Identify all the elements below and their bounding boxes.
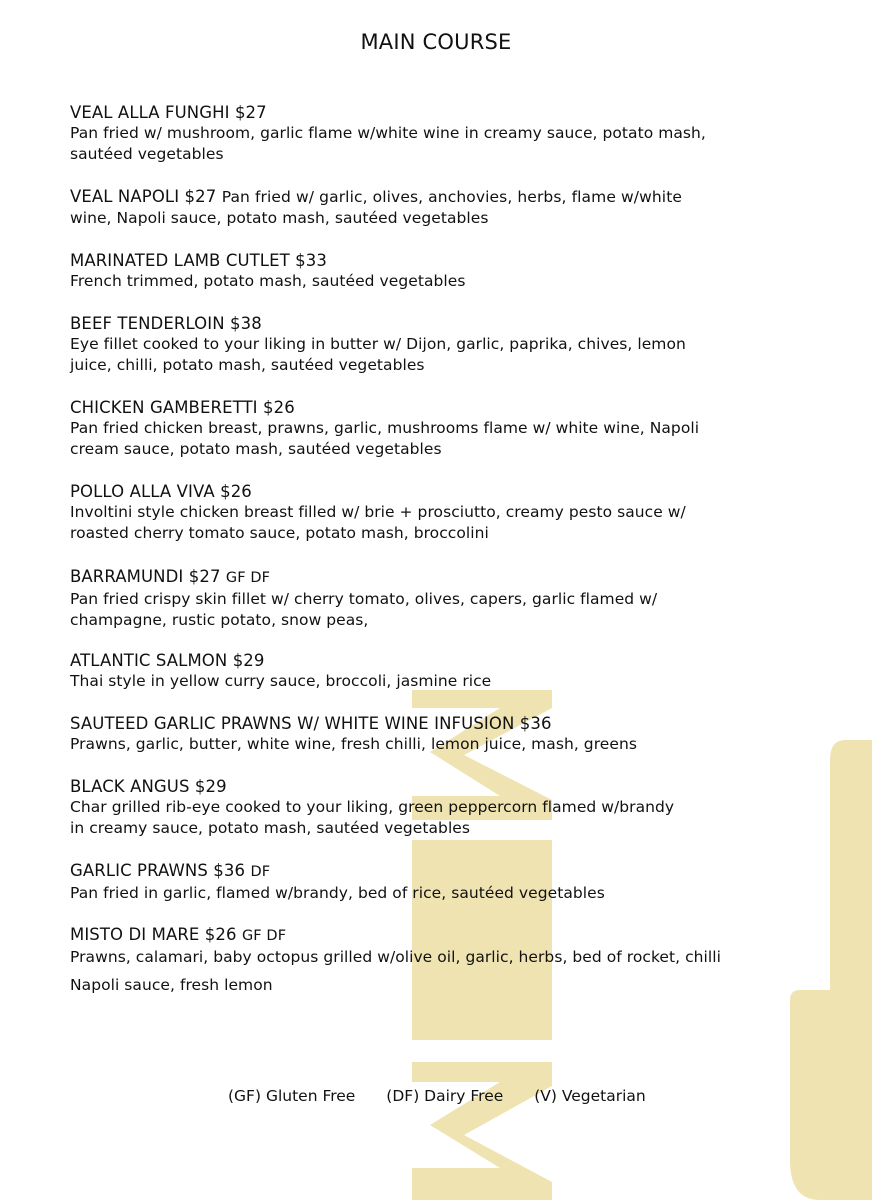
page-title: MAIN COURSE	[360, 30, 512, 54]
menu-item-description: Char grilled rib-eye cooked to your liking, green peppercorn flamed w/brandy	[70, 798, 675, 816]
menu-item-heading	[70, 250, 790, 271]
menu-item-price: $27	[184, 187, 217, 206]
menu-item-heading	[70, 397, 790, 418]
menu-item	[70, 481, 790, 544]
menu-item-price: $27	[234, 103, 267, 122]
menu-item-name: BEEF TENDERLOIN	[70, 314, 225, 333]
menu-item-description: Eye fillet cooked to your liking in butter w/ Dijon, garlic, paprika, chives, lemon	[70, 335, 686, 353]
menu-item	[70, 250, 790, 292]
menu-item-name: BLACK ANGUS	[70, 777, 190, 796]
menu-item-heading	[70, 186, 790, 208]
menu-item-description: Prawns, calamari, baby octopus grilled w/olive oil, garlic, herbs, bed of rocket, chilli	[70, 948, 721, 966]
menu-item	[70, 713, 790, 755]
menu-item-description: in creamy sauce, potato mash, sautéed vegetables	[70, 819, 471, 837]
menu-item-name: ATLANTIC SALMON	[70, 651, 228, 670]
legend-dairy-free: (DF) Dairy Free	[386, 1087, 504, 1105]
menu-item-price: $33	[295, 251, 327, 270]
menu-item-description-inline: Pan fried w/ garlic, olives, anchovies, herbs, flame w/white	[221, 188, 683, 206]
menu-item-description: roasted cherry tomato sauce, potato mash, broccolini	[70, 524, 489, 542]
menu-item-description: Pan fried in garlic, flamed w/brandy, bed of rice, sautéed vegetables	[70, 884, 605, 902]
menu-item-price: $26	[263, 398, 295, 417]
menu-item-description: French trimmed, potato mash, sautéed vegetables	[70, 272, 466, 290]
menu-item-heading	[70, 924, 790, 947]
menu-item-description: cream sauce, potato mash, sautéed vegetables	[70, 440, 442, 458]
legend-vegetarian: (V) Vegetarian	[534, 1087, 646, 1105]
menu-item-description: Involtini style chicken breast filled w/ brie + prosciutto, creamy pesto sauce w/	[70, 503, 686, 521]
menu-item-heading	[70, 860, 790, 883]
menu-item-description: Pan fried chicken breast, prawns, garlic, mushrooms flame w/ white wine, Napoli	[70, 419, 700, 437]
menu-item	[70, 313, 790, 376]
menu-item-heading	[70, 481, 790, 502]
menu-item-name: BARRAMUNDI	[70, 567, 184, 586]
menu-item	[70, 924, 790, 996]
menu-item-price: $29	[232, 651, 265, 670]
menu-item-price: $26	[220, 482, 252, 501]
menu-item-name: SAUTEED GARLIC PRAWNS W/ WHITE WINE INFUSION	[70, 714, 515, 733]
menu-item-heading	[70, 566, 790, 589]
menu-item-description: Pan fried w/ mushroom, garlic flame w/white wine in creamy sauce, potato mash,	[70, 124, 706, 142]
menu-item-name: VEAL NAPOLI	[70, 187, 180, 206]
menu-item-dietary-tags: GF DF	[241, 928, 287, 944]
menu-item	[70, 186, 790, 229]
menu-item-description: Pan fried crispy skin fillet w/ cherry tomato, olives, capers, garlic flamed w/	[70, 590, 658, 608]
menu-item-dietary-tags: DF	[250, 864, 271, 880]
legend-gluten-free: (GF) Gluten Free	[228, 1087, 356, 1105]
menu-item-price: $38	[230, 314, 262, 333]
menu-item-price: $36	[519, 714, 552, 733]
menu-item-name: CHICKEN GAMBERETTI	[70, 398, 258, 417]
menu-item	[70, 102, 790, 165]
menu-item-description: wine, Napoli sauce, potato mash, sautéed vegetables	[70, 209, 489, 227]
menu-item-price: $27	[188, 567, 221, 586]
menu-item	[70, 860, 790, 904]
menu-item-dietary-tags: GF DF	[225, 570, 271, 586]
menu-item-name: GARLIC PRAWNS	[70, 861, 208, 880]
menu-item	[70, 776, 790, 839]
menu-item-name: VEAL ALLA FUNGHI	[70, 103, 230, 122]
menu-item-description: juice, chilli, potato mash, sautéed vegetables	[70, 356, 425, 374]
menu-item-price: $26	[204, 925, 237, 944]
menu-item-name: MARINATED LAMB CUTLET	[70, 251, 290, 270]
menu-item-description: Thai style in yellow curry sauce, broccoli, jasmine rice	[70, 672, 492, 690]
menu-item-description: Napoli sauce, fresh lemon	[70, 976, 273, 994]
menu-item-description: sautéed vegetables	[70, 145, 224, 163]
menu-item-heading	[70, 313, 790, 334]
menu-item-description: champagne, rustic potato, snow peas,	[70, 611, 369, 629]
menu-item-price: $36	[213, 861, 246, 880]
menu-item	[70, 566, 790, 631]
menu-item-name: POLLO ALLA VIVA	[70, 482, 215, 501]
menu-item	[70, 650, 790, 692]
menu-item-heading	[70, 713, 790, 734]
menu-item-description: Prawns, garlic, butter, white wine, fresh chilli, lemon juice, mash, greens	[70, 735, 637, 753]
menu-item-name: MISTO DI MARE	[70, 925, 200, 944]
menu-item-heading	[70, 650, 790, 671]
menu-item-heading	[70, 776, 790, 797]
menu-item-price: $29	[194, 777, 227, 796]
dietary-legend	[228, 1087, 646, 1105]
menu-item	[70, 397, 790, 460]
menu-item-heading	[70, 102, 790, 123]
watermark-letter-a	[790, 700, 872, 1200]
